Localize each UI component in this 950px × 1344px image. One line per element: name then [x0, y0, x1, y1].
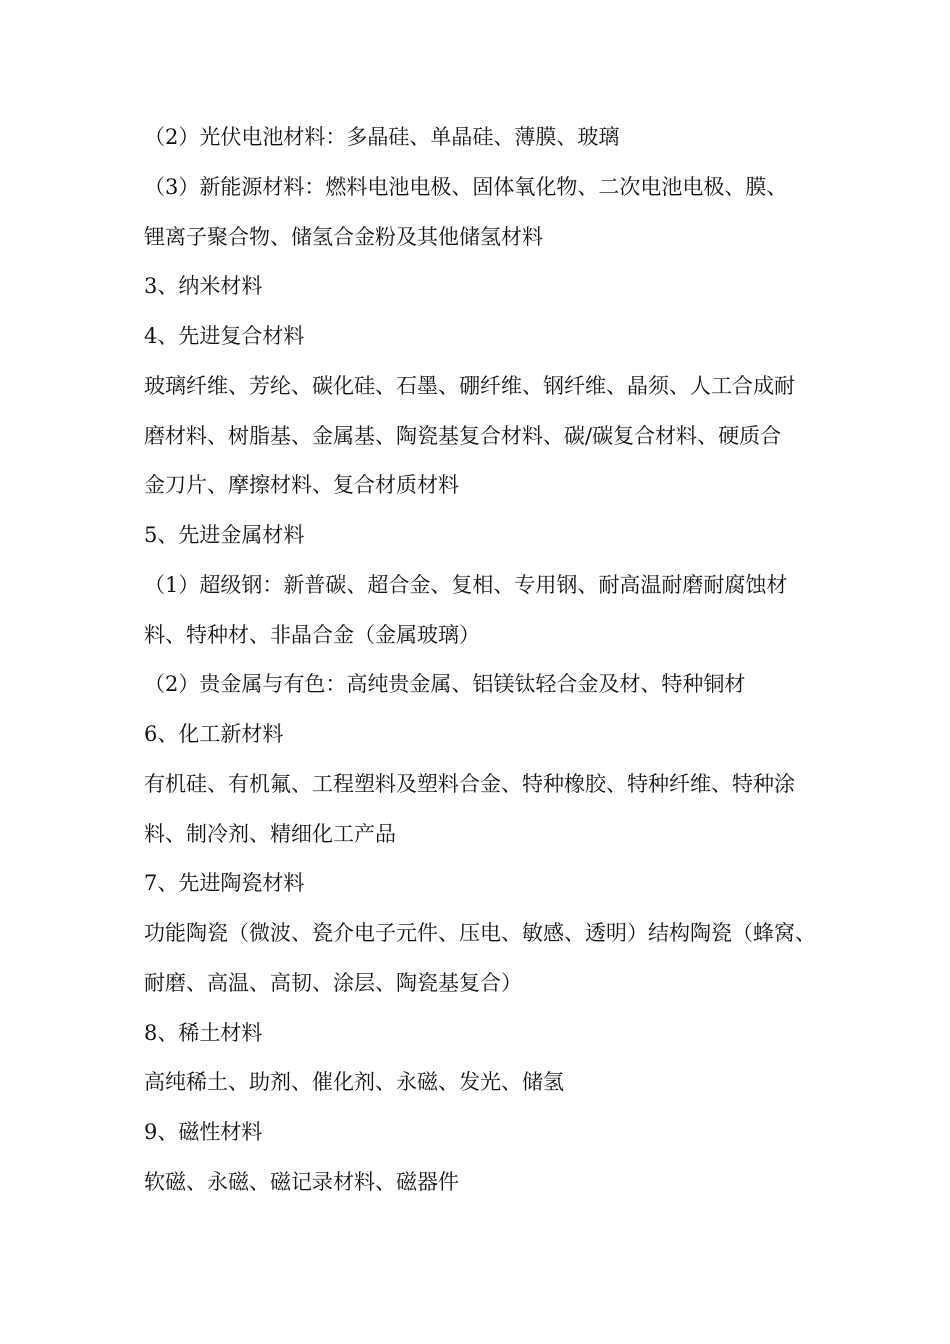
paragraph-chemical-line-1: 有机硅、有机氟、工程塑料及塑料合金、特种橡胶、特种纤维、特种涂 — [144, 772, 795, 796]
heading-rare-earth: 8、稀土材料 — [144, 1021, 263, 1045]
heading-advanced-metals: 5、先进金属材料 — [144, 523, 305, 547]
line-photovoltaic-materials: （2）光伏电池材料：多晶硅、单晶硅、薄膜、玻璃 — [144, 125, 620, 149]
heading-advanced-composites: 4、先进复合材料 — [144, 324, 305, 348]
paragraph-super-steel-line-2: 料、特种材、非晶合金（金属玻璃） — [144, 623, 480, 647]
paragraph-ceramics-line-2: 耐磨、高温、高韧、涂层、陶瓷基复合） — [144, 971, 522, 995]
paragraph-composites-line-2: 磨材料、树脂基、金属基、陶瓷基复合材料、碳/碳复合材料、硬质合 — [144, 424, 782, 448]
heading-chemical-materials: 6、化工新材料 — [144, 722, 284, 746]
paragraph-rare-earth: 高纯稀土、助剂、催化剂、永磁、发光、储氢 — [144, 1070, 564, 1094]
heading-advanced-ceramics: 7、先进陶瓷材料 — [144, 871, 305, 895]
paragraph-composites-line-3: 金刀片、摩擦材料、复合材质材料 — [144, 473, 459, 497]
heading-magnetic-materials: 9、磁性材料 — [144, 1120, 263, 1144]
paragraph-composites-line-1: 玻璃纤维、芳纶、碳化硅、石墨、硼纤维、钢纤维、晶须、人工合成耐 — [144, 374, 795, 398]
paragraph-precious-metals: （2）贵金属与有色：高纯贵金属、铝镁钛轻合金及材、特种铜材 — [144, 672, 746, 696]
paragraph-magnetic-materials: 软磁、永磁、磁记录材料、磁器件 — [144, 1170, 459, 1194]
line-new-energy-materials-cont: 锂离子聚合物、储氢合金粉及其他储氢材料 — [144, 225, 543, 249]
paragraph-chemical-line-2: 料、制冷剂、精细化工产品 — [144, 822, 396, 846]
paragraph-ceramics-line-1: 功能陶瓷（微波、瓷介电子元件、压电、敏感、透明）结构陶瓷（蜂窝、 — [144, 921, 816, 945]
paragraph-super-steel-line-1: （1）超级钢：新普碳、超合金、复相、专用钢、耐高温耐磨耐腐蚀材 — [144, 573, 788, 597]
heading-nano-materials: 3、纳米材料 — [144, 274, 263, 298]
line-new-energy-materials: （3）新能源材料：燃料电池电极、固体氧化物、二次电池电极、膜、 — [144, 175, 788, 199]
